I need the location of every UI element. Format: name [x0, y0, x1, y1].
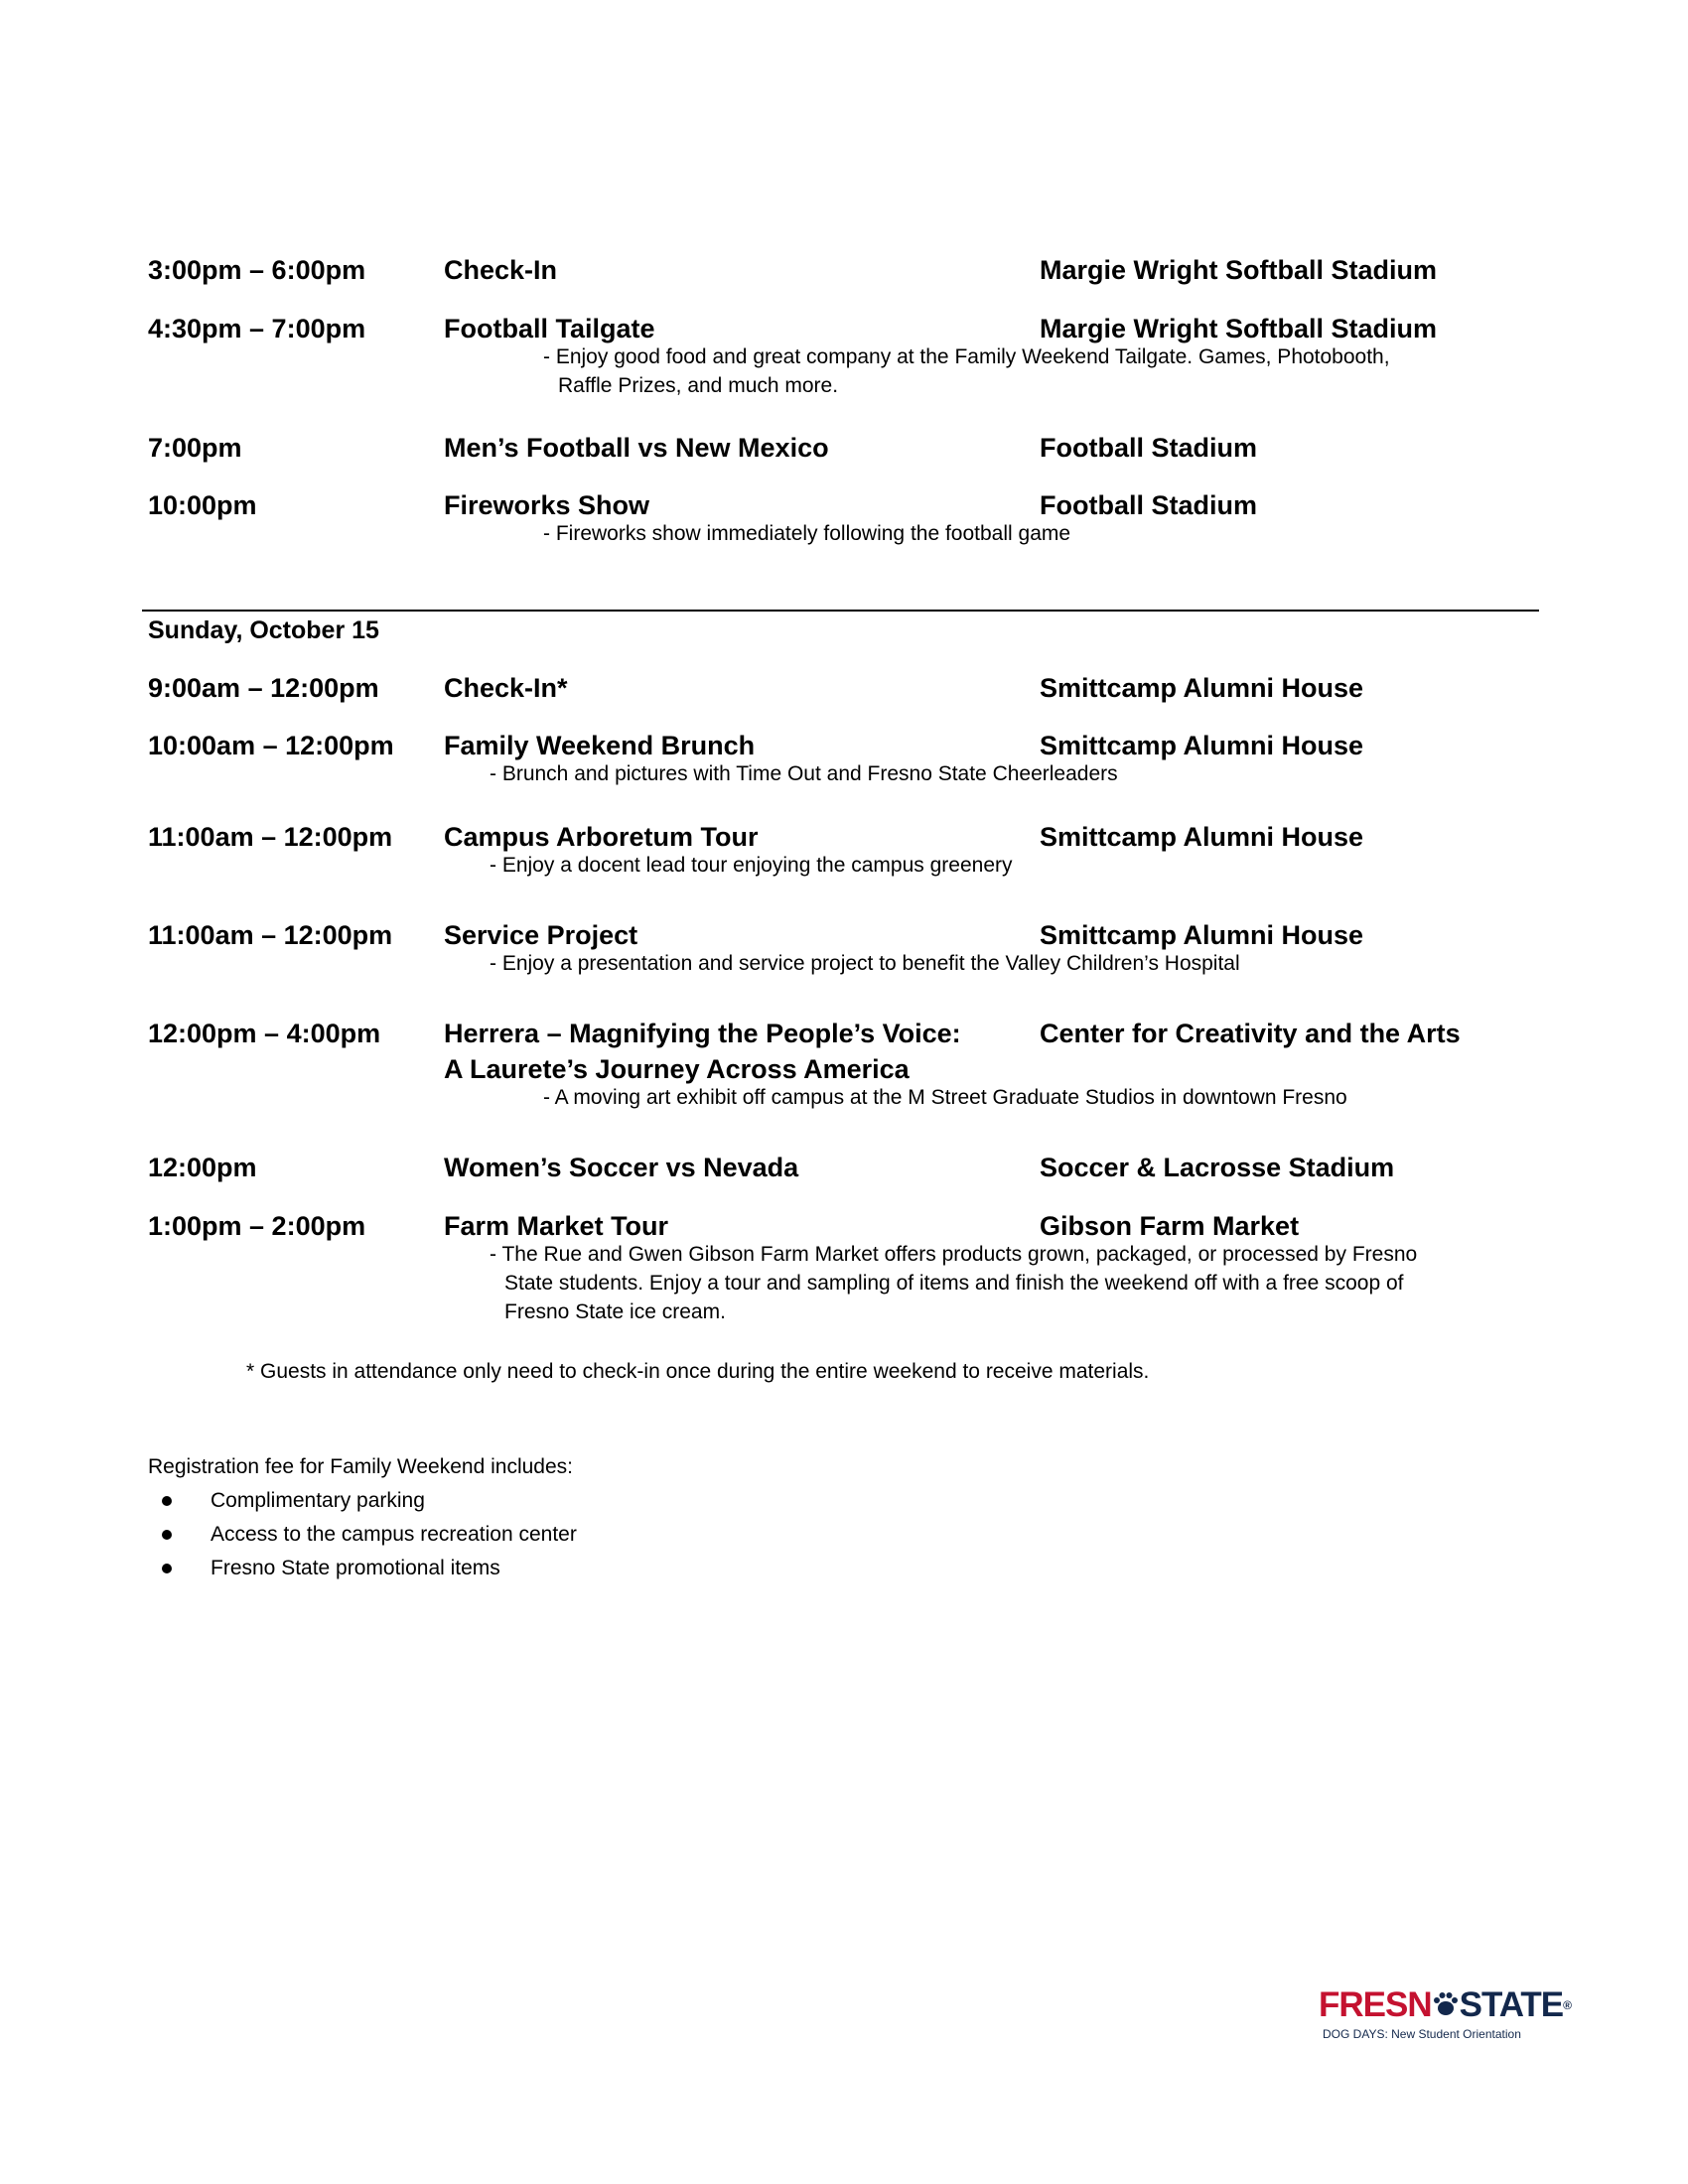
event-description-text: - Enjoy good food and great company at the Family Weekend Tailgate. Games, Photobooth, Raffle Prizes, and much more.: [543, 345, 1390, 397]
event-time: 11:00am – 12:00pm: [148, 822, 393, 852]
event-time: 10:00pm: [148, 490, 257, 520]
event-description-text: - Brunch and pictures with Time Out and Fresno State Cheerleaders: [490, 762, 1118, 785]
event-description: [490, 851, 1443, 880]
event-title: Men’s Football vs New Mexico: [444, 433, 829, 463]
event-location: Smittcamp Alumni House: [1040, 731, 1364, 760]
event-title: Women’s Soccer vs Nevada: [444, 1153, 799, 1182]
event-location: Smittcamp Alumni House: [1040, 822, 1364, 852]
event-description-text: - The Rue and Gwen Gibson Farm Market offers products grown, packaged, or processed by Fresno State students. Enjoy a tour and sampling of items and finish the weekend off with a free scoop of Fresno State ice cream.: [490, 1243, 1418, 1323]
logo-word-right: STATE: [1459, 1985, 1564, 2024]
event-time: 12:00pm: [148, 1153, 257, 1182]
bullet-icon: [162, 1530, 172, 1540]
event-title: Football Tailgate: [444, 314, 655, 343]
event-location: Smittcamp Alumni House: [1040, 920, 1364, 950]
list-item-text: Access to the campus recreation center: [211, 1523, 577, 1546]
logo-word-left: FRESN: [1319, 1985, 1432, 2024]
event-description: [490, 1240, 1443, 1326]
event-time: 4:30pm – 7:00pm: [148, 314, 366, 343]
event-description-text: - Fireworks show immediately following the football game: [543, 522, 1071, 545]
event-description-text: - Enjoy a presentation and service project to benefit the Valley Children’s Hospital: [490, 952, 1240, 975]
bullet-icon: [162, 1564, 172, 1573]
section-divider: [142, 610, 1539, 612]
event-location: Football Stadium: [1040, 433, 1257, 463]
event-time: 12:00pm – 4:00pm: [148, 1019, 381, 1048]
event-location: Soccer & Lacrosse Stadium: [1040, 1153, 1395, 1182]
paw-icon: [1433, 1987, 1459, 2027]
event-location: Gibson Farm Market: [1040, 1211, 1300, 1241]
event-description: [490, 759, 1443, 788]
event-time: 9:00am – 12:00pm: [148, 673, 379, 703]
list-item-text: Complimentary parking: [211, 1489, 425, 1512]
list-item-text: Fresno State promotional items: [211, 1557, 500, 1579]
event-title: Farm Market Tour: [444, 1211, 669, 1241]
event-title: Family Weekend Brunch: [444, 731, 756, 760]
bullet-icon: [162, 1496, 172, 1506]
event-time: 3:00pm – 6:00pm: [148, 255, 366, 285]
event-title: Check-In: [444, 255, 558, 285]
event-title-line2: A Laurete’s Journey Across America: [444, 1054, 910, 1084]
event-location: Football Stadium: [1040, 490, 1257, 520]
event-description: [490, 949, 1443, 978]
footnote: * Guests in attendance only need to check-in once during the entire weekend to receive materials.: [246, 1360, 1150, 1383]
event-time: 10:00am – 12:00pm: [148, 731, 394, 760]
event-description: [543, 1083, 1437, 1112]
event-title: Fireworks Show: [444, 490, 650, 520]
logo-wordmark: [1319, 1985, 1571, 2027]
event-description-text: - A moving art exhibit off campus at the M Street Graduate Studios in downtown Fresno: [543, 1086, 1347, 1109]
event-location: Margie Wright Softball Stadium: [1040, 314, 1438, 343]
fresno-state-logo: [1319, 1985, 1571, 2041]
event-title: Campus Arboretum Tour: [444, 822, 759, 852]
event-description: [543, 519, 1437, 548]
registered-mark: ®: [1563, 1998, 1571, 2012]
event-location: Smittcamp Alumni House: [1040, 673, 1364, 703]
event-location: Margie Wright Softball Stadium: [1040, 255, 1438, 285]
event-time: 7:00pm: [148, 433, 242, 463]
day-heading: Sunday, October 15: [148, 616, 379, 644]
event-time: 11:00am – 12:00pm: [148, 920, 393, 950]
event-location: Center for Creativity and the Arts: [1040, 1019, 1461, 1048]
logo-tagline: DOG DAYS: New Student Orientation: [1323, 2026, 1521, 2041]
event-description-text: - Enjoy a docent lead tour enjoying the campus greenery: [490, 854, 1013, 877]
event-time: 1:00pm – 2:00pm: [148, 1211, 366, 1241]
event-title: Check-In*: [444, 673, 568, 703]
event-title: Service Project: [444, 920, 638, 950]
event-description: [543, 342, 1437, 400]
registration-title: Registration fee for Family Weekend includes:: [148, 1455, 573, 1478]
event-title: Herrera – Magnifying the People’s Voice:: [444, 1019, 961, 1048]
